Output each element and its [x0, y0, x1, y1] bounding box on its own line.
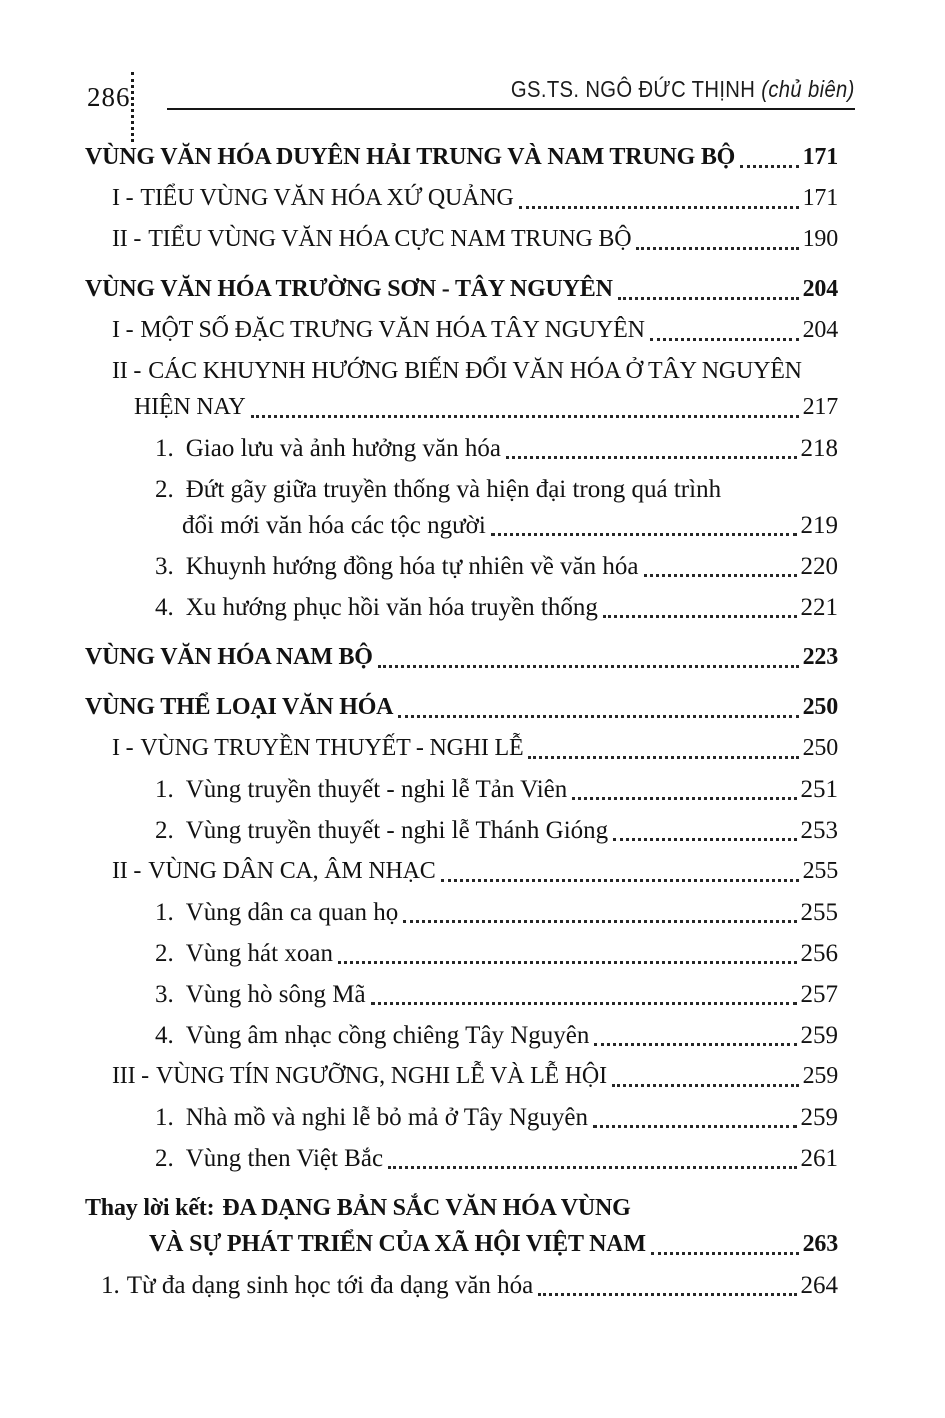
- toc-entry-text: Vùng hò sông Mã: [185, 981, 366, 1008]
- toc-entry: [85, 546, 838, 587]
- toc-page-number: 223: [802, 644, 838, 670]
- dot-leader: [613, 838, 796, 841]
- toc-entry: [85, 1138, 838, 1179]
- header-rule: [167, 76, 855, 110]
- toc-entry-text: Vùng hát xoan: [185, 940, 333, 967]
- toc-entry-text: Từ đa dạng sinh học tới đa dạng văn hóa: [126, 1272, 534, 1299]
- toc-page-number: 255: [802, 858, 838, 884]
- toc-entry-label: 1.: [101, 1272, 120, 1299]
- toc-entry-text: Nhà mồ và nghi lễ bỏ mả ở Tây Nguyên: [185, 1104, 589, 1131]
- toc-entry-line: [112, 387, 838, 428]
- toc-page-number: 257: [800, 981, 838, 1008]
- toc-entry-line: [85, 637, 838, 678]
- toc-page-number: 204: [802, 317, 838, 343]
- dot-leader: [251, 415, 799, 418]
- dot-leader: [593, 1125, 796, 1128]
- toc-entry-line: [85, 1188, 838, 1229]
- toc-page-number: 259: [802, 1063, 838, 1089]
- toc-entry-text: VÙNG VĂN HÓA NAM BỘ: [85, 644, 373, 670]
- toc-entry-text: Vùng then Việt Bắc: [185, 1145, 384, 1172]
- dot-leader: [506, 456, 797, 459]
- table-of-contents: [85, 128, 838, 1306]
- toc-entry-line: [112, 178, 838, 219]
- dot-leader: [651, 1252, 799, 1255]
- toc-entry-text: VÙNG TRUYỀN THUYẾT - NGHI LỄ: [140, 735, 524, 761]
- toc-page-number: 261: [800, 1145, 838, 1172]
- toc-page-number: 217: [802, 394, 838, 420]
- toc-page-number: 219: [800, 512, 838, 539]
- dot-leader: [378, 665, 799, 668]
- toc-entry-line: [155, 769, 838, 810]
- toc-entry: [85, 310, 838, 351]
- toc-entry: [85, 933, 838, 974]
- toc-entry-text: TIỂU VÙNG VĂN HÓA XỨ QUẢNG: [140, 185, 514, 211]
- toc-entry-line: [155, 933, 838, 974]
- dot-leader: [650, 338, 799, 341]
- toc-entry-line: [155, 1138, 838, 1179]
- toc-entry-text: VÙNG DÂN CA, ÂM NHẠC: [148, 858, 436, 884]
- toc-entry: [85, 428, 838, 469]
- toc-entry-line: [155, 1097, 838, 1138]
- toc-page-number: 221: [800, 594, 838, 621]
- toc-entry: [85, 769, 838, 810]
- toc-entry-text: TIỂU VÙNG VĂN HÓA CỰC NAM TRUNG BỘ: [148, 226, 632, 252]
- toc-entry-label: 3.: [155, 553, 174, 580]
- toc-entry: [85, 637, 838, 678]
- dot-leader: [644, 574, 797, 577]
- toc-entry-label: I -: [112, 735, 134, 761]
- toc-entry-line: [112, 728, 838, 769]
- toc-entry-line: [85, 687, 838, 728]
- toc-entry-text: VÙNG THỂ LOẠI VĂN HÓA: [85, 694, 394, 720]
- dot-leader: [740, 165, 798, 168]
- toc-page-number: 255: [800, 899, 838, 926]
- toc-page-number: 259: [800, 1022, 838, 1049]
- toc-page-number: 171: [802, 144, 838, 170]
- toc-entry-label: 4.: [155, 594, 174, 621]
- toc-entry-label: II -: [112, 226, 142, 252]
- toc-entry-line: [155, 892, 838, 933]
- toc-entry-text: VÙNG VĂN HÓA TRƯỜNG SƠN - TÂY NGUYÊN: [85, 276, 613, 302]
- dot-leader: [388, 1166, 796, 1169]
- toc-entry-text: VÙNG TÍN NGƯỠNG, NGHI LỄ VÀ LỄ HỘI: [155, 1063, 607, 1089]
- toc-entry-line: [85, 269, 838, 310]
- toc-page-number: 264: [800, 1272, 838, 1299]
- toc-entry-text: Vùng truyền thuyết - nghi lễ Tản Viên: [185, 776, 568, 803]
- toc-entry: [85, 137, 838, 178]
- toc-entry-label: 2.: [155, 476, 174, 503]
- toc-entry: [85, 469, 838, 546]
- toc-page-number: 204: [802, 276, 838, 302]
- toc-entry-label: 1.: [155, 899, 174, 926]
- dot-leader: [398, 715, 798, 718]
- dot-leader: [338, 961, 797, 964]
- toc-entry-text: MỘT SỐ ĐẶC TRƯNG VĂN HÓA TÂY NGUYÊN: [140, 317, 645, 343]
- toc-entry-label: I -: [112, 185, 134, 211]
- toc-entry-line: [155, 974, 838, 1015]
- dot-leader: [519, 206, 799, 209]
- toc-entry: [85, 728, 838, 769]
- toc-entry-label: 2.: [155, 817, 174, 844]
- toc-entry-line: [85, 1224, 838, 1265]
- running-header: [511, 76, 855, 103]
- toc-entry-line: [155, 505, 838, 546]
- dot-leader: [618, 297, 799, 300]
- dot-leader: [403, 920, 796, 923]
- toc-entry: [85, 1097, 838, 1138]
- toc-entry-text: VÀ SỰ PHÁT TRIỂN CỦA XÃ HỘI VIỆT NAM: [149, 1231, 646, 1257]
- toc-page-number: 251: [800, 776, 838, 803]
- toc-entry-label: Thay lời kết:: [85, 1195, 215, 1221]
- toc-entry-line: [155, 428, 838, 469]
- toc-entry-text: Vùng âm nhạc cồng chiêng Tây Nguyên: [185, 1022, 590, 1049]
- toc-entry: [85, 351, 838, 428]
- toc-entry-line: [112, 1056, 838, 1097]
- toc-entry-line: [155, 469, 838, 510]
- toc-entry-text: Vùng truyền thuyết - nghi lễ Thánh Gióng: [185, 817, 609, 844]
- toc-page-number: 256: [800, 940, 838, 967]
- toc-entry-text: HIỆN NAY: [134, 394, 246, 420]
- toc-entry-text: Khuynh hướng đồng hóa tự nhiên về văn hóa: [185, 553, 639, 580]
- toc-page-number: 171: [802, 185, 838, 211]
- toc-entry: [85, 219, 838, 260]
- toc-entry-label: 3.: [155, 981, 174, 1008]
- toc-entry-line: [155, 587, 838, 628]
- toc-entry: [85, 687, 838, 728]
- toc-page-number: 250: [802, 735, 838, 761]
- running-header-editor-note: (chủ biên): [761, 76, 855, 102]
- toc-entry-label: 2.: [155, 940, 174, 967]
- toc-entry-text: Đứt gãy giữa truyền thống và hiện đại trong quá trình: [185, 476, 722, 503]
- toc-entry: [85, 587, 838, 628]
- toc-entry-line: [101, 1265, 838, 1306]
- toc-entry-text: VÙNG VĂN HÓA DUYÊN HẢI TRUNG VÀ NAM TRUNG BỘ: [85, 144, 736, 170]
- dot-leader: [441, 879, 799, 882]
- toc-entry: [85, 1265, 838, 1306]
- toc-page-number: 253: [800, 817, 838, 844]
- dot-leader: [594, 1043, 796, 1046]
- toc-entry: [85, 1056, 838, 1097]
- dot-leader: [636, 247, 798, 250]
- dot-leader: [528, 756, 798, 759]
- toc-entry-line: [112, 851, 838, 892]
- toc-entry: [85, 1188, 838, 1265]
- toc-entry-text: ĐA DẠNG BẢN SẮC VĂN HÓA VÙNG: [222, 1195, 631, 1221]
- toc-page-number: 218: [800, 435, 838, 462]
- toc-entry: [85, 892, 838, 933]
- toc-entry: [85, 851, 838, 892]
- toc-entry-text: Xu hướng phục hồi văn hóa truyền thống: [185, 594, 598, 621]
- dot-leader: [538, 1293, 796, 1296]
- toc-page-number: 263: [802, 1231, 838, 1257]
- toc-entry-text: Giao lưu và ảnh hưởng văn hóa: [185, 435, 501, 462]
- toc-entry-line: [112, 351, 838, 392]
- toc-entry-line: [112, 219, 838, 260]
- toc-entry-line: [155, 1015, 838, 1056]
- toc-entry-label: 1.: [155, 435, 174, 462]
- toc-page-number: 259: [800, 1104, 838, 1131]
- toc-entry-label: I -: [112, 317, 134, 343]
- toc-entry: [85, 178, 838, 219]
- toc-page-number: 250: [802, 694, 838, 720]
- toc-entry: [85, 269, 838, 310]
- toc-entry-label: III -: [112, 1063, 149, 1089]
- toc-entry-label: 1.: [155, 776, 174, 803]
- toc-entry-line: [85, 137, 838, 178]
- running-header-title: GS.TS. NGÔ ĐỨC THỊNH: [511, 76, 756, 102]
- dot-leader: [572, 797, 796, 800]
- toc-entry-label: 2.: [155, 1145, 174, 1172]
- toc-entry-text: CÁC KHUYNH HƯỚNG BIẾN ĐỔI VĂN HÓA Ở TÂY NGUYÊN: [148, 358, 802, 384]
- dot-leader: [491, 533, 797, 536]
- toc-entry-line: [155, 810, 838, 851]
- toc-page-number: 220: [800, 553, 838, 580]
- toc-entry: [85, 1015, 838, 1056]
- toc-entry-label: II -: [112, 858, 142, 884]
- toc-entry: [85, 810, 838, 851]
- toc-entry-line: [155, 546, 838, 587]
- dot-leader: [612, 1084, 799, 1087]
- page-number: 286: [87, 82, 131, 112]
- dot-leader: [371, 1002, 797, 1005]
- toc-entry: [85, 974, 838, 1015]
- toc-entry-text: Vùng dân ca quan họ: [185, 899, 399, 926]
- toc-entry-label: 4.: [155, 1022, 174, 1049]
- toc-page-number: 190: [802, 226, 838, 252]
- toc-entry-label: 1.: [155, 1104, 174, 1131]
- toc-entry-label: II -: [112, 358, 142, 384]
- toc-entry-line: [112, 310, 838, 351]
- toc-entry-text: đổi mới văn hóa các tộc người: [182, 512, 486, 539]
- dot-leader: [603, 615, 797, 618]
